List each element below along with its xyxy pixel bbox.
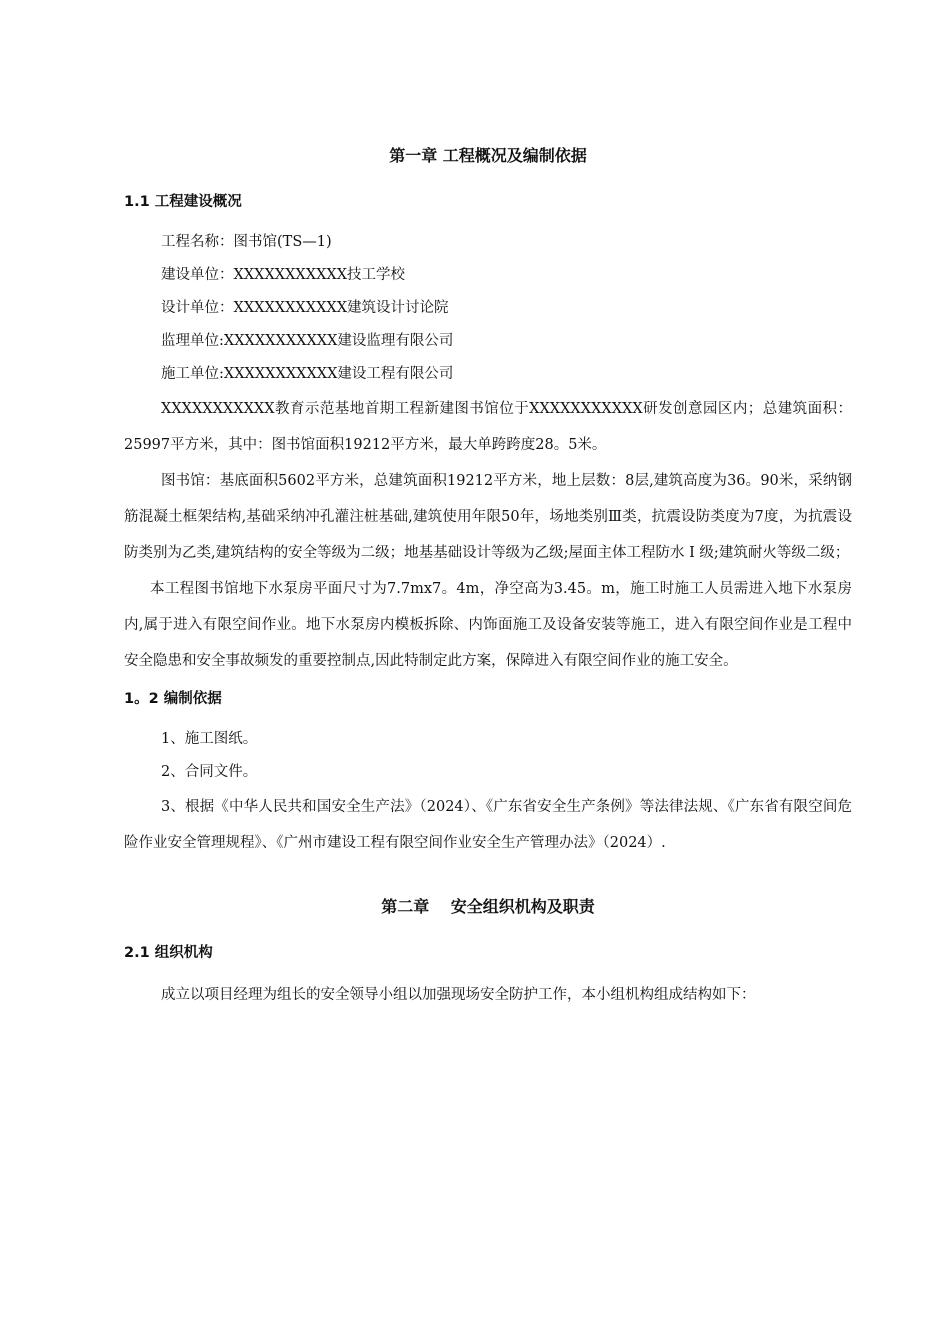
owner-unit-line: 建设单位：XXXXXXXXXXX技工学校 [161,267,406,283]
design-unit-line: 设计单位：XXXXXXXXXXX建筑设计讨论院 [161,300,449,316]
project-name-line: 工程名称：图书馆(TS—1) [161,234,332,250]
construction-unit-line: 施工单位:XXXXXXXXXXX建设工程有限公司 [161,366,454,382]
supervision-unit-line: 监理单位:XXXXXXXXXXX建设监理有限公司 [161,333,454,349]
basis-item-drawings: 1、施工图纸。 [161,731,258,747]
library-details-paragraph: 图书馆：基底面积5602平方米，总建筑面积19212平方米，地上层数：8层,建筑高度为36。90米，采纳钢筋混凝土框架结构,基础采纳冲孔灌注桩基础,建筑使用年限50年，场地类别Ⅲ类，抗震设防类度为7度，为抗震设防类别为乙类,建筑结构的安全等级为二级；地基基础设计等级为乙级;屋面主体工程防水 Ⅰ 级;建筑耐火等级二级； [124,473,852,561]
document-content [124,140,852,1013]
section-2-1-title: 2.1 组织机构 [124,945,213,961]
chapter-1-title: 第一章 工程概况及编制依据 [389,146,587,165]
organization-paragraph: 成立以项目经理为组长的安全领导小组以加强现场安全防护工作，本小组机构组成结构如下： [161,987,756,1003]
pump-room-paragraph: 本工程图书馆地下水泵房平面尺寸为7.7mx7。4m，净空高为3.45。m，施工时施工人员需进入地下水泵房内,属于进入有限空间作业。地下水泵房内模板拆除、内饰面施工及设备安装等施工，进入有限空间作业是工程中安全隐患和安全事故频发的重要控制点,因此特制定此方案，保障进入有限空间作业的施工安全。 [124,581,852,669]
project-location-paragraph: XXXXXXXXXXX教育示范基地首期工程新建图书馆位于XXXXXXXXXXX研发创意园区内；总建筑面积：25997平方米，其中：图书馆面积19212平方米，最大单跨跨度28。5米。 [124,401,852,453]
basis-item-regulations: 3、根据《中华人民共和国安全生产法》（2024）、《广东省安全生产条例》等法律法规、《广东省有限空间危险作业安全管理规程》、《广州市建设工程有限空间作业安全生产管理办法》（2024）. [124,799,852,851]
chapter-2-title: 第二章 安全组织机构及职责 [381,897,595,916]
section-1-1-title: 1.1 工程建设概况 [124,194,242,210]
basis-item-contract: 2、合同文件。 [161,764,258,780]
section-1-2-title: 1。2 编制依据 [124,691,222,707]
